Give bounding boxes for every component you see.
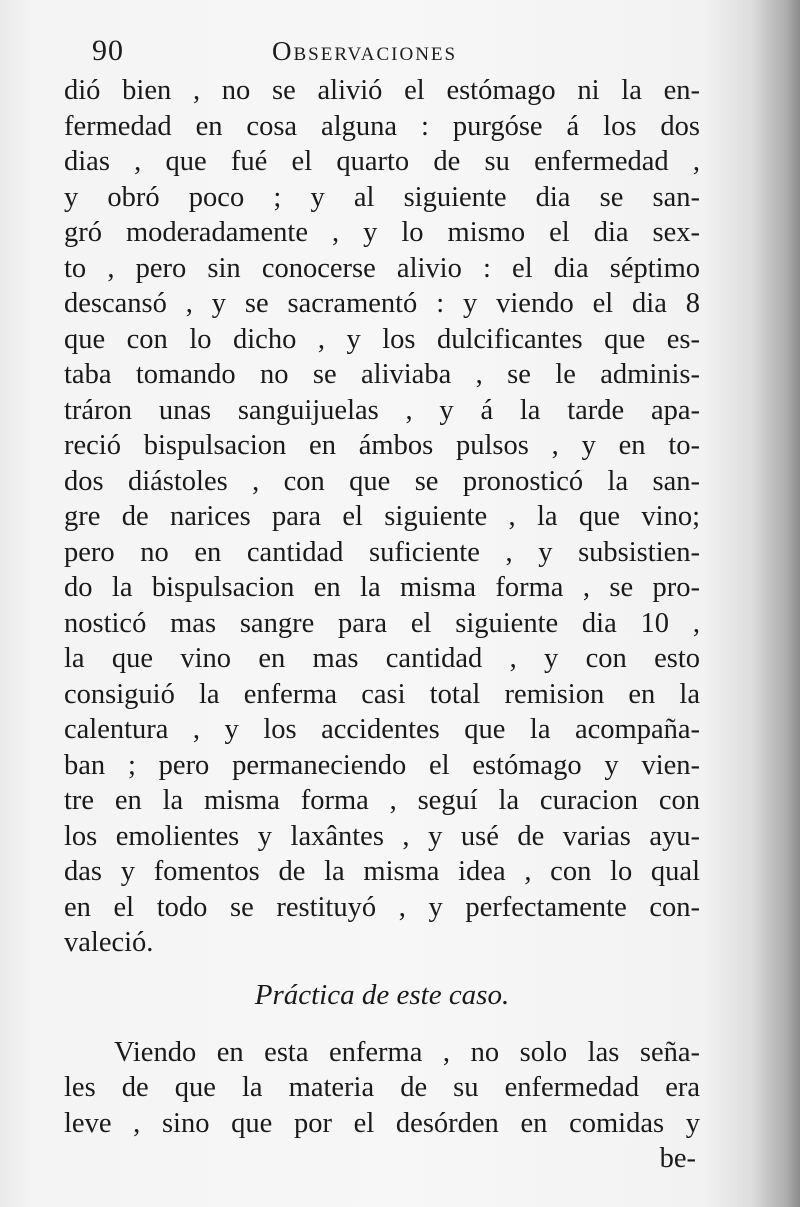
- text-line: das y fomentos de la misma idea , con lo qual: [64, 856, 700, 887]
- page-header: [92, 28, 692, 76]
- text-line: ban ; pero permaneciendo el estómago y vien-: [64, 749, 700, 781]
- text-line: la que vino en mas cantidad , y con esto: [64, 643, 700, 674]
- paragraph-2: [64, 1035, 700, 1142]
- body-text: [64, 73, 700, 1177]
- text-line: gre de narices para el siguiente , la que vino;: [64, 501, 700, 532]
- text-line: dió bien , no se alivió el estómago ni la en-: [64, 75, 700, 106]
- text-line: Viendo en esta enferma , no solo las seña-: [114, 1036, 700, 1068]
- text-line: to , pero sin conocerse alivio : el dia séptimo: [64, 252, 700, 284]
- catchword: be-: [659, 1143, 696, 1174]
- text-line: en el todo se restituyó , y perfectamente con-: [64, 891, 700, 923]
- text-line: nosticó mas sangre para el siguiente dia 10 ,: [64, 607, 700, 639]
- running-head: Observaciones: [272, 36, 458, 66]
- text-line: los emolientes y laxântes , y usé de varias ayu-: [64, 820, 700, 852]
- text-line: reció bispulsacion en ámbos pulsos , y en to-: [64, 430, 700, 461]
- text-line: consiguió la enferma casi total remision en la: [64, 678, 700, 710]
- text-line: dias , que fué el quarto de su enfermedad ,: [64, 146, 700, 177]
- text-line: dos diástoles , con que se pronosticó la san-: [64, 465, 700, 497]
- text-line: do la bispulsacion en la misma forma , se pro-: [64, 572, 700, 603]
- text-line: taba tomando no se aliviaba , se le adminis-: [64, 359, 700, 390]
- text-line: fermedad en cosa alguna : purgóse á los dos: [64, 110, 700, 142]
- paragraph-1: [64, 73, 700, 961]
- text-line: calentura , y los accidentes que la acompaña-: [64, 714, 700, 745]
- page-gutter-shadow: [752, 0, 800, 1207]
- section-heading: Práctica de este caso.: [254, 978, 510, 1011]
- text-line: pero no en cantidad suficiente , y subsistien-: [64, 536, 700, 568]
- text-line: les de que la materia de su enfermedad era: [64, 1072, 700, 1103]
- text-line: y obró poco ; y al siguiente dia se san-: [64, 181, 700, 213]
- text-line: que con lo dicho , y los dulcificantes que es-: [64, 323, 700, 355]
- text-line: descansó , y se sacramentó : y viendo el dia 8: [64, 288, 700, 319]
- text-line: valeció.: [64, 927, 154, 958]
- text-line: tráron unas sanguijuelas , y á la tarde apa-: [64, 394, 700, 426]
- text-line: gró moderadamente , y lo mismo el dia sex-: [64, 217, 700, 248]
- text-line: tre en la misma forma , seguí la curacion con: [64, 785, 700, 816]
- text-line: leve , sino que por el desórden en comidas y: [64, 1107, 700, 1139]
- page-number: 90: [92, 34, 124, 67]
